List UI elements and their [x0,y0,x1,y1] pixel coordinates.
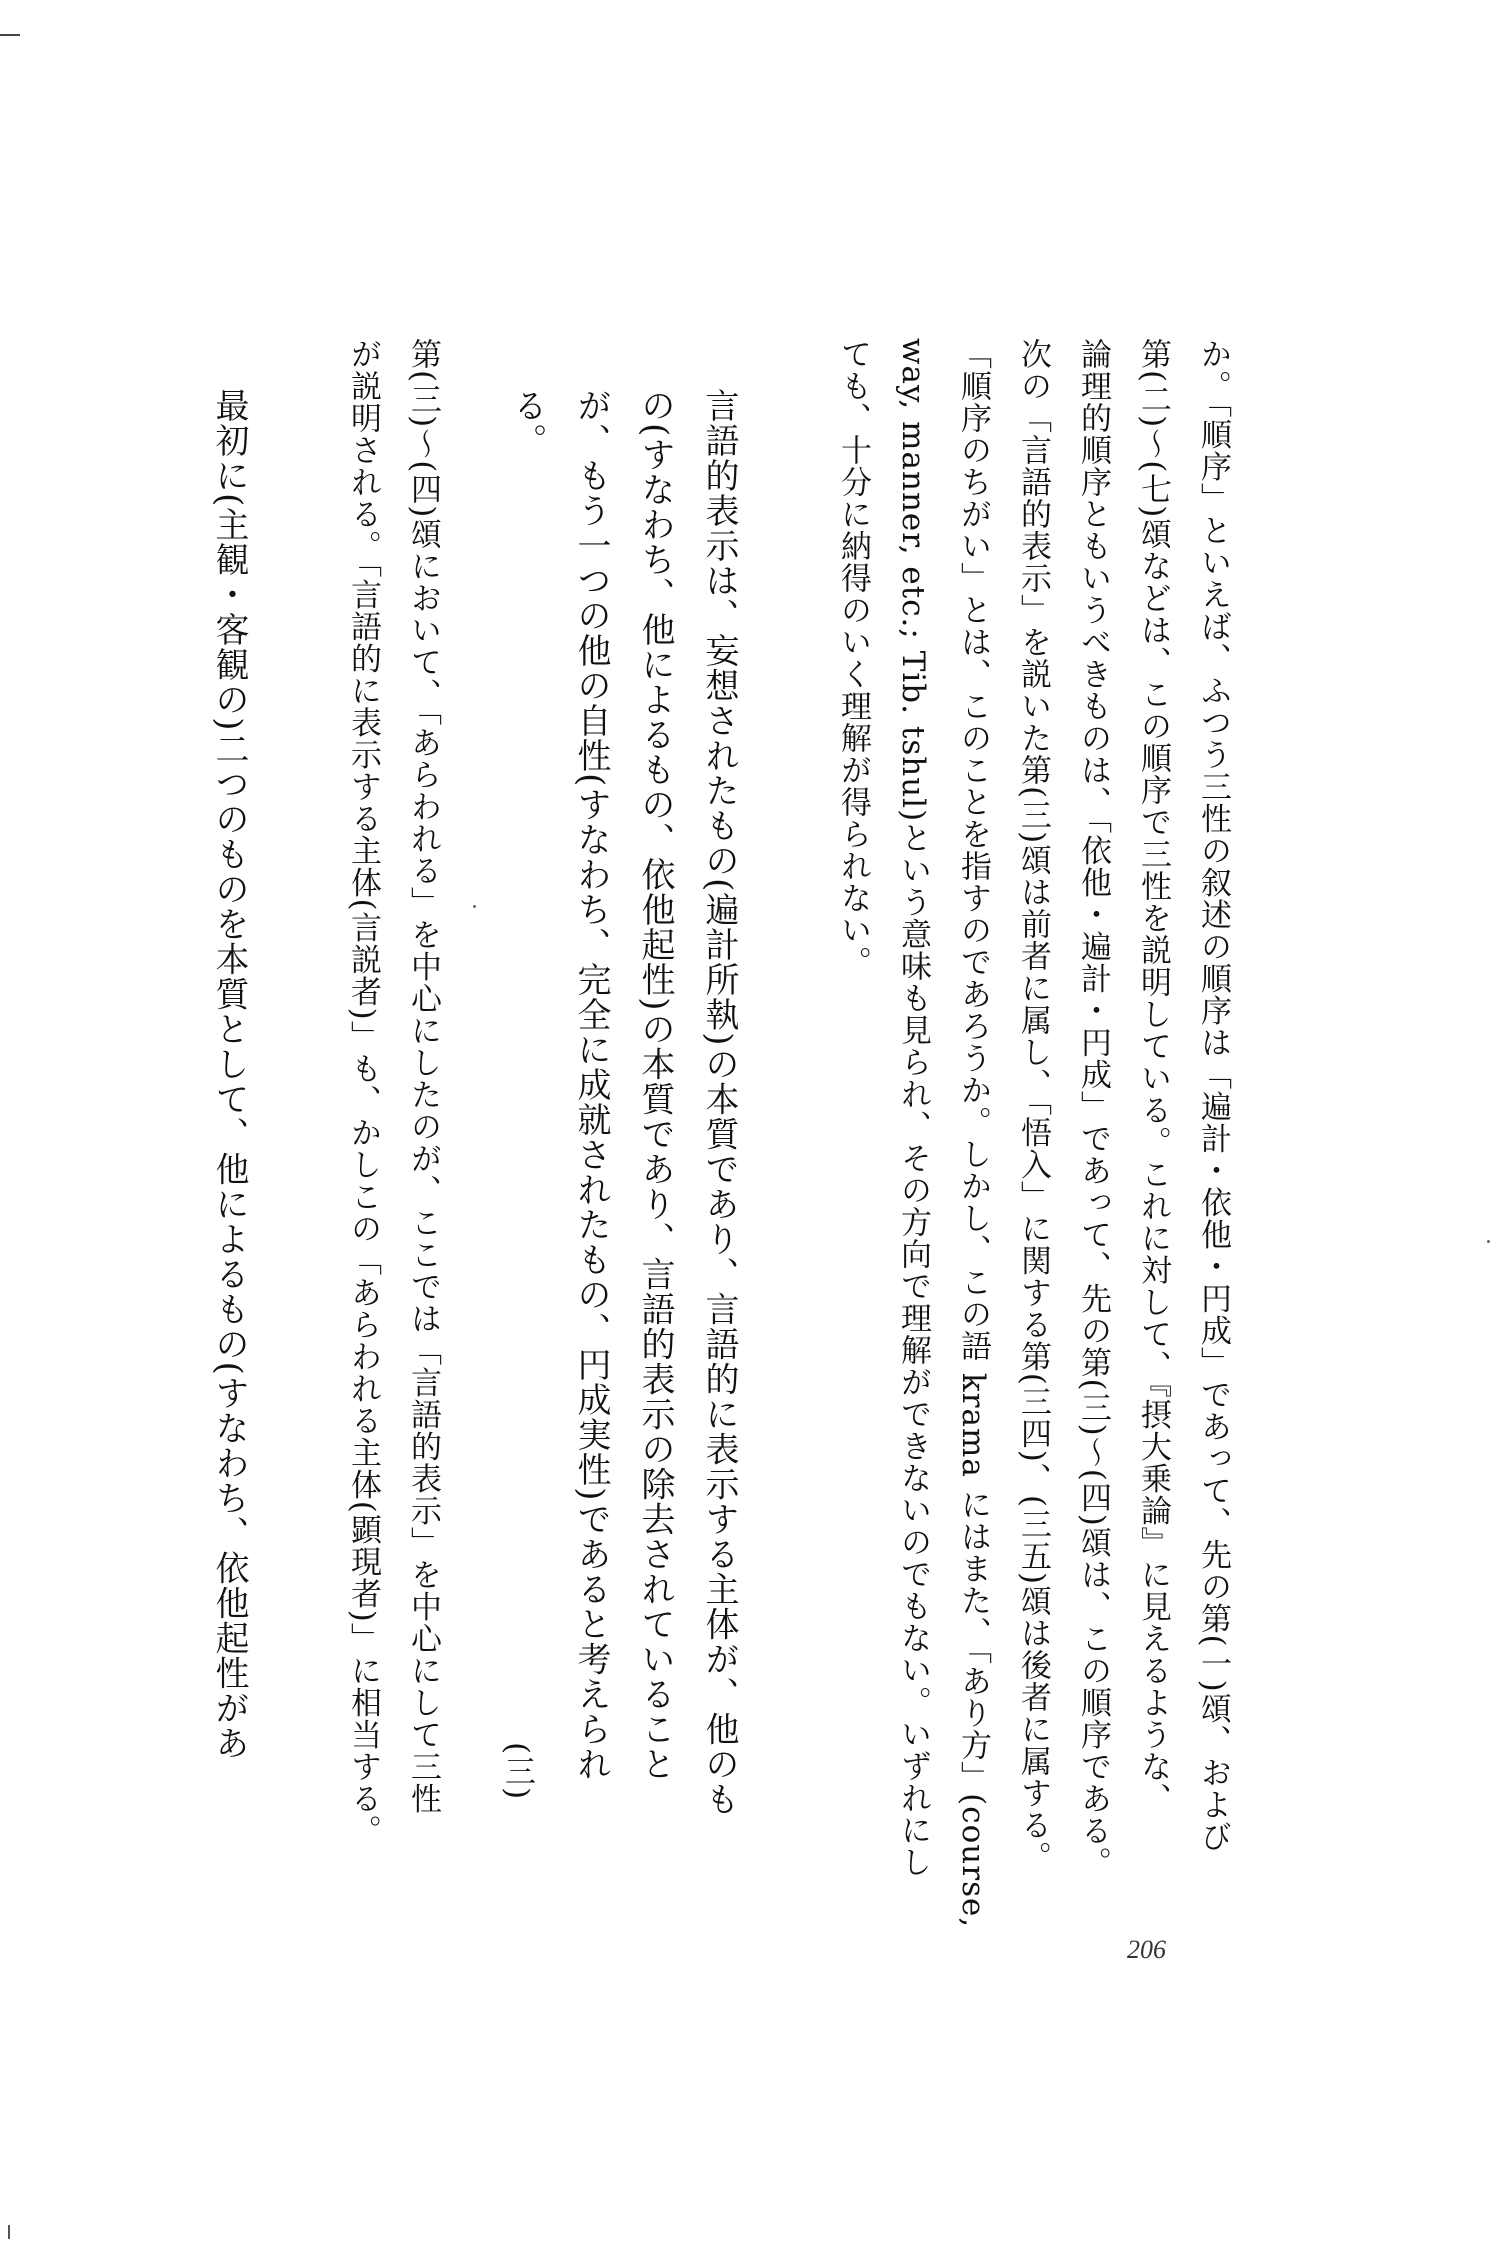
text-column: way, manner, etc.; Tib. tshul)という意味も見られ、その方向で理解ができないのでもない。いずれにし [895,338,931,1879]
text-column: 第(三)〜(四)頌において、「あらわれる」を中心にしたのが、ここでは「言語的表示」を中心にして三性 [405,338,441,1815]
speck [473,905,476,908]
text-column: 次の「言語的表示」を説いた第(三)頌は前者に属し、「悟入」に関する第(三四)、(三五)頌は後者に属する。 [1015,338,1051,1874]
text-column: 論理的順序ともいうべきものは、「依他・遍計・円成」であって、先の第(三)〜(四)頌は、この順序である。 [1075,338,1111,1879]
text-column: る。 [507,388,547,458]
text-column: 言語的表示は、妄想されたもの(遍計所執)の本質であり、言語的に表示する主体が、他のも [699,388,739,1817]
text-column: の(すなわち、他によるもの、依他起性)の本質であり、言語的表示の除去されていること [635,388,675,1782]
page-number: 206 [1127,1935,1166,1964]
text-column: 第(二)〜(七)頌などは、この順序で三性を説明している。これに対して、『摂大乗論』に見えるような、 [1135,338,1171,1815]
crop-mark [8,2225,10,2239]
text-column: ても、十分に納得のいく理解が得られない。 [835,338,871,978]
verse-marker: (三) [499,1742,535,1801]
text-column: が、もう一つの他の自性(すなわち、完全に成就されたもの、円成実性)であると考えられ [571,388,611,1782]
text-column: が説明される。「言語的に表示する主体(言説者)」も、かしこの「あらわれる主体(顕現者)」に相当する。 [345,338,381,1847]
text-column: 最初に(主観・客観の)二つのものを本質として、他によるもの(すなわち、依他起性があ [209,388,249,1761]
text-column: 「順序のちがい」とは、このことを指すのであろうか。しかし、この語 krama にはまた、「あり方」(course, [955,338,991,1929]
crop-mark [0,34,20,36]
speck [1487,1240,1490,1243]
text-column: か。「順序」といえば、ふつう三性の叙述の順序は「遍計・依他・円成」であって、先の第(一)頌、および [1195,338,1231,1853]
